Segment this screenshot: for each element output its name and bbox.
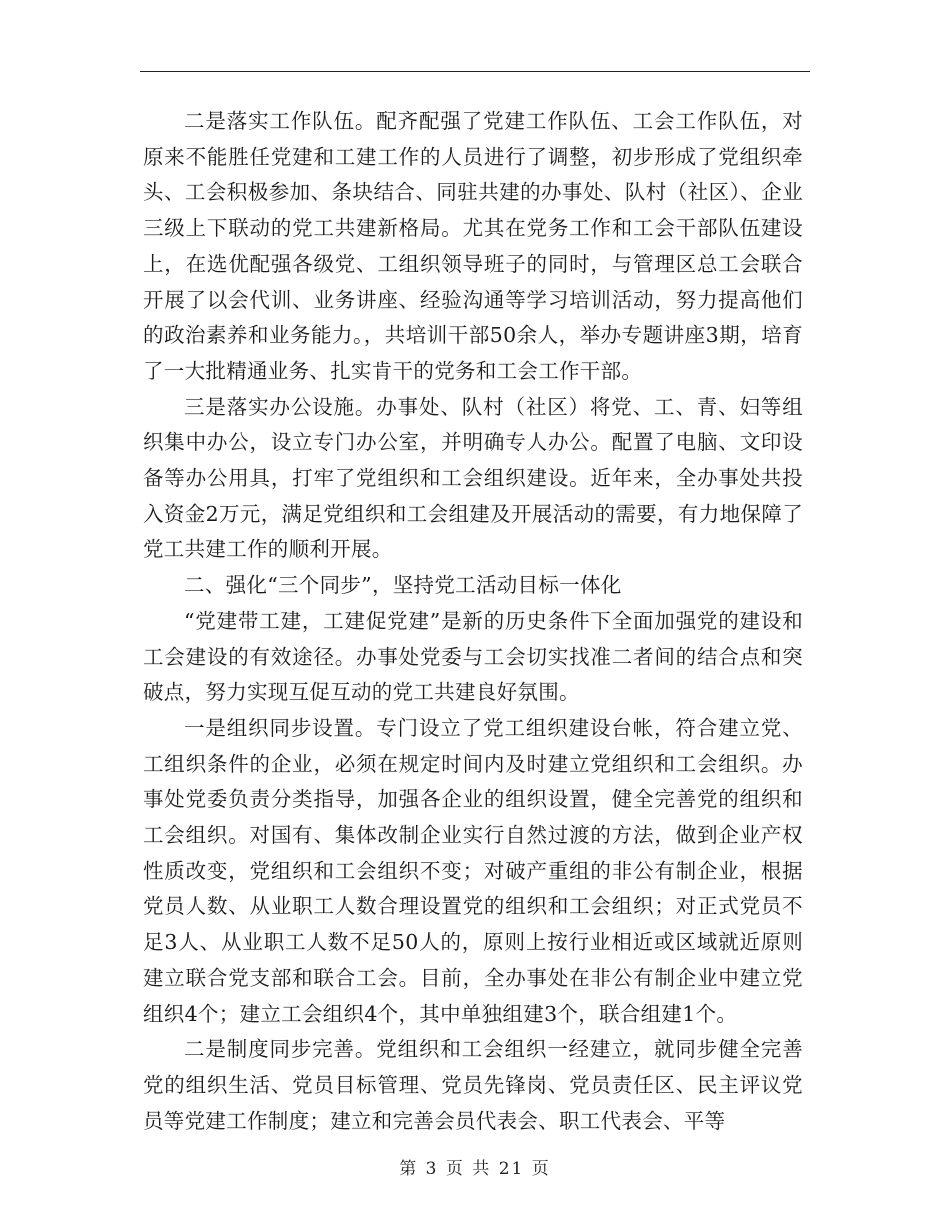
document-body: [143, 104, 803, 1139]
header-rule: [140, 71, 810, 72]
page-number-footer: 第 3 页 共 21 页: [399, 1159, 551, 1179]
paragraph: “党建带工建，工建促党建”是新的历史条件下全面加强党的建设和工会建设的有效途径。办事处党委与工会切实找准二者间的结合点和突破点，努力实现互促互动的党工共建良好氛围。: [143, 608, 803, 705]
section-heading: 二、强化“三个同步”，坚持党工活动目标一体化: [184, 573, 622, 598]
paragraph: 一是组织同步设置。专门设立了党工组织建设台帐，符合建立党、工组织条件的企业，必须在规定时间内及时建立党组织和工会组织。办事处党委负责分类指导，加强各企业的组织设置，健全完善党的组织和工会组织。对国有、集体改制企业实行自然过渡的方法，做到企业产权性质改变，党组织和工会组织不变；对破产重组的非公有制企业，根据党员人数、从业职工人数合理设置党的组织和工会组织；对正式党员不足3人、从业职工人数不足50人的，原则上按行业相近或区域就近原则建立联合党支部和联合工会。目前，全办事处在非公有制企业中建立党组织4个；建立工会组织4个，其中单独组建3个，联合组建1个。: [143, 715, 803, 1026]
paragraph: 二是落实工作队伍。配齐配强了党建工作队伍、工会工作队伍，对原来不能胜任党建和工建工作的人员进行了调整，初步形成了党组织牵头、工会积极参加、条块结合、同驻共建的办事处、队村（社区）、企业三级上下联动的党工共建新格局。尤其在党务工作和工会干部队伍建设上，在选优配强各级党、工组织领导班子的同时，与管理区总工会联合开展了以会代训、业务讲座、经验沟通等学习培训活动，努力提高他们的政治素养和业务能力。，共培训干部50余人，举办专题讲座3期，培育了一大批精通业务、扎实肯干的党务和工会工作干部。: [143, 109, 803, 383]
paragraph: 三是落实办公设施。办事处、队村（社区）将党、工、青、妇等组织集中办公，设立专门办公室，并明确专人办公。配置了电脑、文印设备等办公用具，打牢了党组织和工会组织建设。近年来，全办事处共投入资金2万元，满足党组织和工会组建及开展活动的需要，有力地保障了党工共建工作的顺利开展。: [143, 394, 803, 562]
paragraph: 二是制度同步完善。党组织和工会组织一经建立，就同步健全完善党的组织生活、党员目标管理、党员先锋岗、党员责任区、民主评议党员等党建工作制度；建立和完善会员代表会、职工代表会、平等: [143, 1037, 803, 1133]
